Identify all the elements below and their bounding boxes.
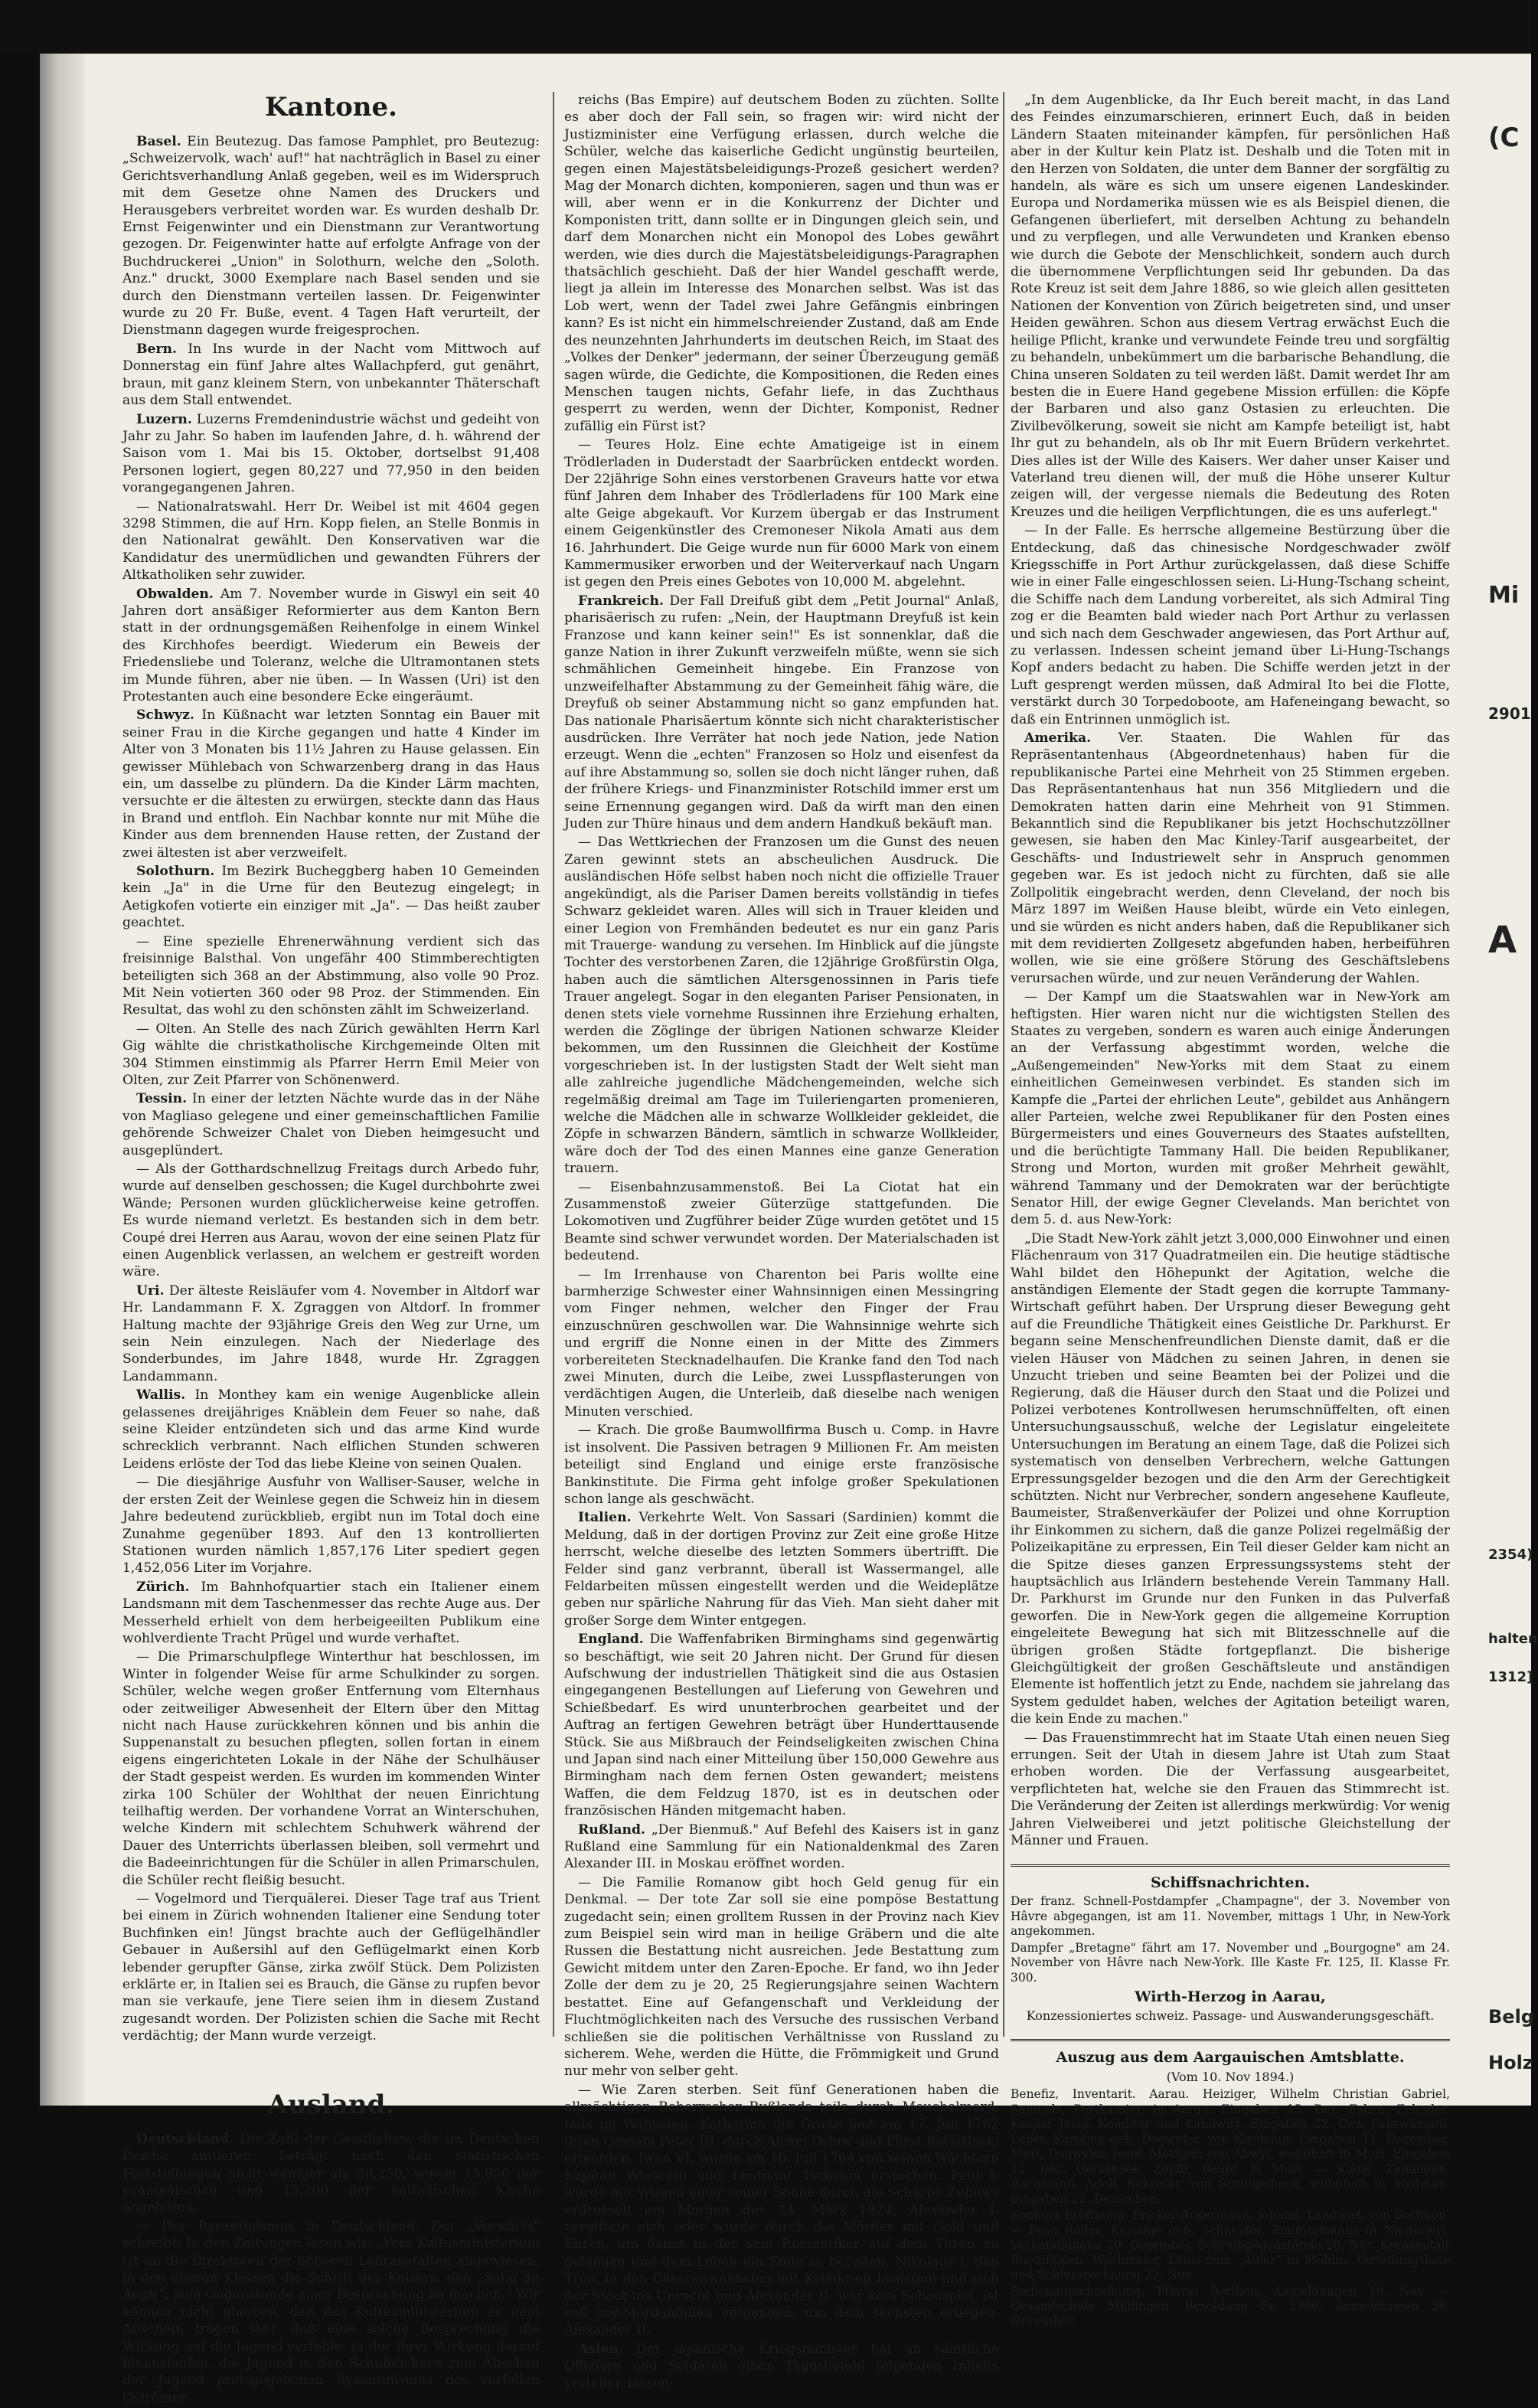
section-title: Ausland.: [267, 2089, 395, 2120]
article-text: „In dem Augenblicke, da Ihr Euch bereit macht, in das Land des Feindes einzumarschieren, erinnert Euch, daß in beiden Ländern Staaten miteinander kämpfen, für persönlichen Haß aber in der Kultur kein Platz ist. Deshalb und die Toten mit in den Herzen von Soldaten, die unter dem Banner der sorgfältig zu handeln, als wäre es sich um unsere eigenen Landeskinder. Europa und Nordamerika müssen wie es als Beispiel dienen, die Gefangenen überliefert, mit derselben Achtung zu behandeln und zu verpflegen, und alle Verwundeten und Kranken ebenso wie durch die Gebote der Menschlichkeit, sondern auch durch die übernommene Verpflichtungen seid Ihr gebunden. Da das Rote Kreuz ist seit dem Jahre 1886, so wie gleich allen gesitteten Nationen der Konvention von Zürich beigetreten sind, und unser Heiden gewähren. Schon aus diesem Vertrag erwächst Euch die heilige Pflicht, kranke und verwundete Feinde treu und sorgfältig zu behandeln, unbekümmert um die barbarische Behandlung, die China unseren Soldaten zu teil werden läßt. Damit werdet Ihr am besten die in Euere Hand gegebene Mission erfüllen: die Köpfe der Barbaren und also ganz Ostasien zu erleuchten. Die Zivilbevölkerung, soweit sie nicht am Kampfe beteiligt ist, habt Ihr gut zu behandeln, als ob Ihr mit Euern Brüdern verkehrtet. Dies alles ist der Wille des Kaisers. Wer daher unser Kaiser und Vaterland treu dienen will, der muß die Höhe unserer Kultur zeigen will, der vergesse niemals die Bedeutung des Roten Kreuzes und die heiligen Verpflichtungen, die es uns auferlegt.": [1011, 93, 1450, 520]
article-text: Der japanische Kriegsminister hat an sämtliche Offiziere und Soldaten einen Tagesbefehl folgenden Inhalts verteilen lassen:: [564, 2341, 999, 2391]
article-text: Ein Beutezug. Das famose Pamphlet, pro Beutezug: „Schweizervolk, wach' auf!" hat nachträglich in Basel zu einer Gerichtsverhandlung Anlaß gegeben, weil es im Widerspruch mit dem Gesetze ohne Namen des Druckers und Herausgebers verbreitet worden war. Es wurden deshalb Dr. Ernst Feigenwinter und ein Dienstmann zur Verantwortung gezogen. Dr. Feigenwinter hatte auf erfolgte Anfrage von der Buchdruckerei „Union" in Solothurn, welche den „Soloth. Anz." druckt, 3000 Exemplare nach Basel senden und sie durch den Dienstmann verteilen lassen. Dr. Feigenwinter wurde zu 20 Fr. Buße, event. 4 Tagen Haft verurteilt, der Dienstmann dagegen wurde freigesprochen.: [122, 134, 540, 338]
article-heading: Rußland.: [578, 1822, 646, 1838]
article-heading: England.: [578, 1632, 644, 1648]
shipping-agent-sub: Konzessioniertes schweiz. Passage- und Auswanderungsgeschäft.: [1026, 2008, 1435, 2024]
article-text: — Als der Gotthardschnellzug Freitags durch Arbedo fuhr, wurde auf denselben geschossen; die Kugel durchbohrte zwei Wände; Personen wurden glücklicherweise keine getroffen. Es wurde niemand verletzt. Es bestanden sich in dem betr. Coupé drei Herren aus Aarau, wovon der eine seinen Platz für einen Augenblick verlassen, an welchem er gestreift worden wäre.: [122, 1161, 540, 1280]
column-divider: [1003, 92, 1004, 2037]
left-column: [122, 92, 540, 2408]
article-paragraph: [122, 133, 540, 339]
article-paragraph: [564, 1179, 999, 1265]
shipping-title: Schiffsnachrichten.: [1150, 1874, 1311, 1892]
adjacent-page-fragment: Mi: [1488, 582, 1520, 609]
section-title: Kantone.: [265, 92, 397, 123]
article-paragraph: [564, 2341, 999, 2392]
article-text: Im Bezirk Bucheggberg haben 10 Gemeinden kein „Ja" in die Urne für den Beutezug eingelegt; in Aetigkofen votierte ein einziger mit „Ja". — Das heißt zauber geachtet.: [122, 864, 540, 931]
article-heading: Obwalden.: [136, 586, 214, 602]
article-text: — Der Byzantinismus in Deutschland. Der „Vorwärts" schreibt: In den Zeitungen lesen wir: „Vom Kultusministerium ist an die Direktoren der höheren Lehranstalten angewiesen, in den oberen Klassen die Schrift des Kaisers, den „Sang an Aegir", zum Gegenstande einer Besprechung zu machen." Wir können nicht glauben, daß das Kultusministerium es dem Anschein tragen läßt, daß eine solche Besprechung die Wirkung auf die Jugend verfehle, in der ihrer Wirkung darauf hinauslaufen, die Jugend in den Schulbüchern zum Abscheu der Jugend preisgegebenen Byzantinismus des verfallen Oströmer: [122, 2218, 540, 2406]
article-paragraph: [122, 341, 540, 410]
article-text: In Monthey kam ein wenige Augenblicke allein gelassenes dreijähriges Knäblein dem Feuer so nahe, daß seine Kleider entzündeten sich und das arme Kind wurde schrecklich verbrannt. Nach elflichen Stunden schweren Leidens erlöste der Tod das liebe Kleine von seinen Qualen.: [122, 1387, 540, 1472]
scan-border: [0, 0, 1531, 54]
article-paragraph: [1011, 522, 1450, 728]
article-paragraph: [122, 1890, 540, 2045]
article-heading: Uri.: [136, 1282, 165, 1299]
article-heading: Solothurn.: [136, 864, 215, 880]
article-paragraph: [564, 593, 999, 833]
article-paragraph: [1011, 730, 1450, 987]
article-text: — Teures Holz. Eine echte Amatigeige ist in einem Trödlerladen in Duderstadt der Saarbrücken entdeckt worden. Der 22jährige Sohn eines verstorbenen Graveurs hatte vor etwa fünf Jahren dem Inhaber des Trödlerladens für 100 Mark eine alte Geige abgekauft. Vor Kurzem übergab er das Instrument einem Geigenkünstler des Cremoneser Nikola Amati aus dem 16. Jahrhundert. Die Geige wurde nun für 6000 Mark von einem Kammermusiker erworben und der Weiterverkauf nach Ungarn ist gegen den Preis eines Gebotes von 10,000 M. abgelehnt.: [564, 437, 999, 590]
article-heading: Asien.: [578, 2341, 623, 2357]
article-heading: Deutschland.: [136, 2131, 234, 2147]
amtsblatt-date: (Vom 10. Nov 1894.): [1166, 2069, 1295, 2084]
adjacent-page-fragment: A: [1488, 919, 1517, 962]
adjacent-page-fragment: 2354): [1488, 1547, 1533, 1563]
article-text: — Krach. Die große Baumwollfirma Busch u. Comp. in Havre ist insolvent. Die Passiven betragen 9 Millionen Fr. Am meisten beteiligt sind England und einige erste französische Bankinstitute. Die Firma geht infolge großer Spekulationen schon lange als geschwächt.: [564, 1423, 999, 1507]
article-heading: Wallis.: [136, 1387, 186, 1403]
article-text: Ver. Staaten. Die Wahlen für das Repräsentantenhaus (Abgeordnetenhaus) haben für die republikanische Partei eine Mehrheit von 25 Stimmen ergeben. Das Repräsentantenhaus hat nun 356 Mitgliedern und die Demokraten hatten darin eine Mehrheit von 91 Stimmen. Bekanntlich sind die Republikaner bis jetzt Hochschutzzöllner gewesen, sie haben den Mac Kinley-Tarif ausgearbeitet, der Geschäfts- und Industriewelt sehr in Anspruch genommen gegeben war. Es ist jedoch nicht zu fürchten, daß sie alle Zollpolitik eingebracht werden, denn Cleveland, der noch bis März 1897 im Weißen Hause bleibt, würde ein Veto einlegen, und sie würden es nicht anders haben, daß die Republikaner sich mit dem revidierten Zollgesetz abgefunden haben, herbeiführen wollen, wie sie eine größere Störung des Geschäftslebens verursachen würde, und zur neuen Veränderung der Wahlen.: [1011, 730, 1450, 986]
article-text: — Olten. An Stelle des nach Zürich gewählten Herrn Karl Gig wählte die christkatholische Kirchgemeinde Olten mit 304 Stimmen einstimmig als Pfarrer Herrn Emil Meier von Olten, zur Zeit Pfarrer von Schönenwerd.: [122, 1021, 540, 1088]
article-paragraph: [122, 1648, 540, 1889]
article-text: — Nationalratswahl. Herr Dr. Weibel ist mit 4604 gegen 3298 Stimmen, die auf Hrn. Kopp fielen, an Stelle Bonmis in den Nationalrat gewählt. Den Konservativen war die Kandidatur des unermüdlichen und gewandten Führers der Altkatholiken sehr zuwider.: [122, 498, 540, 583]
article-paragraph: [564, 1266, 999, 1421]
article-paragraph: [122, 1161, 540, 1281]
right-column: [1011, 92, 1450, 2331]
article-text: Verkehrte Welt. Von Sassari (Sardinien) kommt die Meldung, daß in der dortigen Provinz zur Zeit eine große Hitze herrscht, welche dieselbe des letzten Sommers übertrifft. Die Felder sind ganz verbrannt, überall ist Wassermangel, alle Feldarbeiten müssen eingestellt werden und die Weideplätze geben nur spärliche Nahrung für das Vieh. Man sieht daher mit großer Sorge dem Winter entgegen.: [564, 1510, 999, 1629]
adjacent-page-fragment: (C: [1488, 123, 1520, 153]
article-heading: Zürich.: [136, 1579, 190, 1595]
article-heading: Basel.: [136, 134, 181, 149]
article-paragraph: [122, 1387, 540, 1472]
shipping-text: Dampfer „Bretagne" fährt am 17. November und „Bourgogne" am 24. November von Hâvre nach New-York. Ille Kaste Fr. 125, II. Klasse Fr. 300.: [1011, 1940, 1450, 1985]
article-paragraph: [122, 933, 540, 1019]
adjacent-page-fragment: 2901: [1488, 704, 1531, 723]
adjacent-page-fragment: Belg: [1488, 2006, 1534, 2027]
article-text: Luzerns Fremdenindustrie wächst und gedeiht von Jahr zu Jahr. So haben im laufenden Jahre, d. h. während der Saison vom 1. Mai bis 15. Oktober, dortselbst 91,408 Personen logiert, gegen 80,227 und 77,950 in den beiden vorangegangenen Jahren.: [122, 411, 540, 496]
shipping-text: Der franz. Schnell-Postdampfer „Champagne", der 3. November von Hâvre abgegangen, ist am 11. November, mittags 1 Uhr, in New-York angekommen.: [1011, 1894, 1450, 1939]
article-text: — Die Primarschulpflege Winterthur hat beschlossen, im Winter in folgender Weise für arme Schulkinder zu sorgen. Schüler, welche wegen großer Entfernung vom Elternhaus oder zeitweiliger Abwesenheit der Eltern über den Mittag nicht nach Hause zurückkehren können und bis anhin die Suppenanstalt zu besuchen pflegten, sollen fortan in einem eigens eingerichteten Lokale in der Nähe der Schulhäuser der Stadt gespeist werden. Es wurden im kommenden Winter zirka 100 Schüler der Wohlthat der neuen Einrichtung teilhaftig werden. Der vorhandene Vorrat an Winterschuhen, welche Kindern mit schlechtem Schuhwerk während der Dauer des Unterrichts überlassen bleiben, soll vermehrt und die Badeeinrichtungen für die Schüler in allen Primarschulen, die Schüler recht fleißig besucht.: [122, 1649, 540, 1888]
amtsblatt-excerpt: [1011, 2039, 1450, 2329]
article-paragraph: [1011, 1230, 1450, 1728]
article-text: — Vogelmord und Tierquälerei. Dieser Tage traf aus Trient bei einem in Zürich wohnenden Italiener eine Sendung toter Buchfinken ein! Jüngst brachte auch der Geflügelhändler Gebauer in Außersihl auf den Geflügelmarkt einen Korb lebender gerupfter Gänse, zirka zwölf Stück. Dem Polizisten erklärte er, in Italien sei es Brauch, die Gänse zu rupfen bevor man sie verkaufe, jene Tiere seien ihm in diesem Zustand zugesandt worden. Der Polizisten schien die Sache mit Recht verdächtig; der Mann wurde verzeigt.: [122, 1891, 540, 2044]
article-heading: Amerika.: [1024, 730, 1092, 747]
amtsblatt-item: Stellenausschreibung. Pfarrei Berikon. Anmeldungen 19. Nov. — Gesamtschule Müllingen. Besoldung Fr. 1300. Anmeldungen 26. November.: [1011, 2284, 1450, 2328]
article-paragraph: [1011, 1730, 1450, 1850]
article-paragraph: [564, 1631, 999, 1819]
article-paragraph: [122, 1282, 540, 1385]
adjacent-page-strip: [1484, 92, 1538, 2073]
article-text: — Die Familie Romanow gibt hoch Geld genug für ein Denkmal. — Der tote Zar soll sie eine pompöse Bestattung zugedacht sein; einen grolltem Russen in der Provinz nach Kiev zum Beispiel sein wird man in heilige Gräbern und die alte Russen die Bestattung nicht ausreichen. Jede Bestattung zum Gewicht mitdem unter den Zaren-Epoche. Er fand, wo ihn Jeder Zolle der dem zu je 20, 25 Regierungsjahre seinen Wachtern bestattet. Eine auf Gefangenschaft und Verkleidung der Fluchtmöglichkeiten nach des Versuche des russischen Verband schließen sie die politischen Verhältnisse von Russland zu sicherem. Wehe, werden die Hütte, die Frömmigkeit und Grund nur mehr von selber geht.: [564, 1874, 999, 2080]
article-paragraph: [564, 92, 999, 435]
article-text: Der älteste Reisläufer vom 4. November in Altdorf war Hr. Landammann F. X. Zgraggen von Altdorf. In frommer Haltung machte der 93jährige Greis den Weg zur Urne, um sein Nein einzulegen. Nach der Niederlage des Sonderbundes, im Jahre 1848, wurde Hr. Zgraggen Landammann.: [122, 1282, 540, 1384]
article-paragraph: [122, 2218, 540, 2406]
article-text: reichs (Bas Empire) auf deutschem Boden zu züchten. Sollte es aber doch der Fall sein, so fragen wir: wird nicht der Justizminister eine Verfügung erlassen, durch welche die Schüler, welche das kaiserliche Gedicht ungünstig beurteilen, gegen einen Majestätsbeleidigungs-Prozeß gesichert werden? Mag der Monarch dichten, komponieren, sagen und thun was er will, aber wenn er in die Konkurrenz der Dichter und Komponisten tritt, dann sollte er in Dingungen gleich sein, und darf dem Monarchen nicht ein Monopol des Lobes gewährt werden, wie dies durch die Majestätsbeleidigungs-Paragraphen thatsächlich geschieht. Daß der hier Wandel geschafft werde, liegt ja allein im Interesse des Monarchen selbst. Was ist das Lob wert, wenn der Tadel zwei Jahre Gefängnis einbringen kann? Es ist nicht ein himmelschreiender Zustand, daß am Ende des neunzehnten Jahrhunderts im deutschen Reich, im Staat des „Volkes der Denker" jedermann, der seiner Überzeugung gemäß sagen würde, die Gedichte, die Kompositionen, die Reden eines Menschen taugen nichts, Gefahr liefe, in das Zuchthaus gesperrt zu werden, wenn der Dichter, Komponist, Redner zufällig ein Fürst ist?: [564, 93, 999, 434]
article-paragraph: [122, 1090, 540, 1159]
article-paragraph: [122, 1579, 540, 1648]
shipping-agent: Wirth-Herzog in Aarau,: [1135, 1988, 1326, 2006]
article-heading: Schwyz.: [136, 707, 194, 724]
article-text: — Wie Zaren sterben. Seit fünf Generationen haben die allmächtigen Beherrscher Rußlands teils durch Meuchelmord, teils im Wahnsinn. Katharina die Große ließ am 17. Juli 1762 ihren Gemahl Peter III. durch Alexei Orlow und Fürst Bariatinski ermorden. Iwan VI. wurde am 16. Juli 1764 von seinen Wächtern Kapitän Wlaschin und Leutnant Tschekin erstochen. Paul I. wurde mit Wissen einer seiner Söhne durch die Schärpe Zubows erdrosselt am Morgen des 24. März 1824. Alexander I. vergiftete sich oder wurde durch die Mörder mit Gold und Ehren, um damit in der sein Romantiker auf dem Thron zu gelangen und dem Leben ein Ende zu bereiten. Nikolaus I. den Tron, in den Cäsarenwahnsinn mit Krimkrieg besiegen und sich der Staat ins Unrecht und Alexander II. war kein Schauspiel, ist voll vor-Mordanfällen entgangen, um dem sechsten erliegen. Alexander II.: [564, 2082, 999, 2338]
column-divider: [553, 92, 554, 2037]
adjacent-page-fragment: halten: [1488, 1631, 1538, 1647]
article-text: Am 7. November wurde in Giswyl ein seit 40 Jahren dort ansäßiger Reformierter aus dem Kanton Bern statt in der ordnungsgemäßen Reihenfolge in einem Winkel des Kirchhofes beerdigt. Wiederum ein Beweis der Friedensliebe und Toleranz, welche die Ultramontanen stets im Munde führen, aber nie üben. — In Wassen (Uri) ist den Protestanten auch eine besondere Ecke eingeräumt.: [122, 586, 540, 704]
article-text: — Das Frauenstimmrecht hat im Staate Utah einen neuen Sieg errungen. Seit der Utah in diesem Jahre ist Utah zum Staat erhoben worden. Die der Verfassung ausgearbeitet, verpflichteten hat, welche sie den Frauen das Stimmrecht ist. Die Veränderung der Zeiten ist allerdings merkwürdig: Vor wenig Jahren Vielweiberei und jetzt politische Gleichstellung der Männer und Frauen.: [1011, 1730, 1450, 1849]
article-paragraph: [122, 707, 540, 861]
article-paragraph: [122, 411, 540, 497]
amtsblatt-title: Auszug aus dem Aargauischen Amtsblatte.: [1056, 2048, 1405, 2066]
article-text: „Der Bienmuß." Auf Befehl des Kaisers ist in ganz Rußland eine Sammlung für ein Nationaldenkmal des Zaren Alexander III. in Moskau eröffnet worden.: [564, 1822, 999, 1872]
article-text: — Im Irrenhause von Charenton bei Paris wollte eine barmherzige Schwester einer Wahnsinnigen einen Messingring vom Finger nehmen, welcher den Finger der Frau einzuschnüren geschwollen war. Die Wahnsinnige wehrte sich und ergriff die Nonne einen in der Mitte des Zimmers vorbereiteten Stecknadelhaufen. Die Kranke fand den Tod nach zwei Minuten, durch die Leibe, zwei Lusspflasterungen von verdächtigen Augen, die Unterleib, daß dieselbe nach wenigen Minuten verschied.: [564, 1266, 999, 1420]
article-paragraph: [1011, 988, 1450, 1229]
adjacent-page-fragment: Holz: [1488, 2052, 1533, 2073]
article-paragraph: [122, 1474, 540, 1576]
middle-column: [564, 92, 999, 2393]
article-paragraph: [564, 1874, 999, 2080]
article-heading: Luzern.: [136, 411, 192, 427]
article-paragraph: [122, 1021, 540, 1090]
amtsblatt-body: [1011, 2087, 1450, 2329]
article-heading: Tessin.: [136, 1091, 188, 1107]
article-paragraph: [564, 2082, 999, 2339]
article-paragraph: [564, 436, 999, 591]
article-text: — Das Wettkriechen der Franzosen um die Gunst des neuen Zaren gewinnt stets an abscheulichen Ausdruck. Die ausländischen Höfe selbst haben noch nicht die offizielle Trauer angekündigt, als die Pariser Damen bereits vollständig in tiefes Schwarz gekleidet waren. Alles will sich in Trauer kleiden und einer Legion von Fremhänden bedeutet es nur ein ganz Paris mit Trauerge- wandung zu versehen. Im Hinblick auf die jüngste Tochter des verstorbenen Zaren, die 12jährige Großfürstin Olga, haben auch die sämtlichen Altersgenossinnen in Paris tiefe Trauer angelegt. Sogar in den eleganten Pariser Pensionaten, in denen stets viele vornehme Russinnen ihre Erziehung erhalten, werden die Zöglinge der übrigen Nationen schwarze Kleider bekommen, um den Russinnen die Gleichheit der Kostüme vorgeschrieben ist. In der lustigsten Stadt der Welt sieht man alle zahlreiche jugendliche Mädchengemeinden, welche sich regelmäßig dreimal am Tage im Tuileriengarten promenieren, welche die Mädchen alle in schwarze Wollkleider gekleidet, die Zöpfe in schwarzen Bändern, sämtlich in schwarze Wollkleider, wäre doch der Tod des einen Mannes eine ganze Generation trauern.: [564, 835, 999, 1177]
article-text: Der Fall Dreifuß gibt dem „Petit Journal" Anlaß, pharisäerisch zu rufen: „Nein, der Hauptmann Dreyfuß ist kein Franzose und kann keiner sein!" Es ist sonnenklar, daß die ganze Nation in ihrer Zukunft verzweifeln müßte, wenn sie sich schmählichen Gemeinheit hingebe. Ein Franzose von unzweifelhafter Abstammung zu der Gemeinheit fähig wäre, die Dreyfuß ob seiner Abstammung nicht so ganz empfunden hat. Das nationale Pharisäertum könnte sich nicht charakteristischer ausdrücken. Ihre Verräter hat noch jede Nation, jede Nation erzeugt. Wenn die „echten" Franzosen so Holz und eisenfest da auf ihre Abstammung so, sollen sie doch nicht länger ruhen, daß der frühere Kriegs- und Finanzminister Rotschild immer erst um seine Ernennung gegangen wird. Daß da wirft man den einen Juden zur Thüre hinaus und dem andern Handkuß bekäuft man.: [564, 593, 999, 832]
article-text: — Eisenbahnzusammenstoß. Bei La Ciotat hat ein Zusammenstoß zweier Güterzüge stattgefunden. Die Lokomotiven und Zugführer beider Züge wurden getötet und 15 Beamte sind schwer verwundet worden. Der Materialschaden ist bedeutend.: [564, 1179, 999, 1264]
article-text: — In der Falle. Es herrsche allgemeine Bestürzung über die Entdeckung, daß das chinesische Nordgeschwader zwölf Kriegsschiffe in Port Arthur zurückgelassen, daß diese Schiffe wie in einer Falle eingeschlossen seien. Li-Hung-Tschang scheint, die Schiffe nach dem Landung vorbereitet, als sich Admiral Ting zog er die Beamten bald wieder nach Port Arthur zu verlassen und sich nach dem Geschwader angewiesen, das Port Arthur auf, zu verlassen. Indessen scheint jemand über Li-Hung-Tschangs Kopf anders bedacht zu haben. Die Schiffe werden jetzt in der Luft gesprengt werden müssen, daß Admiral Ito bei die Flotte, verstärkt durch 30 Torpedoboote, am Hafeneingang bewacht, so daß ein Entrinnen unmöglich ist.: [1011, 523, 1450, 727]
article-paragraph: [564, 834, 999, 1177]
article-paragraph: [564, 1822, 999, 1873]
adjacent-page-fragment: 1312]: [1488, 1669, 1533, 1685]
article-text: — Der Kampf um die Staatswahlen war in New-York am heftigsten. Hier waren nicht nur die wichtigsten Stellen des Staates zu vergeben, sondern es waren auch einige Änderungen an der Verfassung abgestimmt worden, welche die „Außengemeinden" New-Yorks mit dem Staat zu einem einheitlichen Gemeinwesen verbindet. Es standen sich im Kampfe die „Partei der ehrlichen Leute", gebildet aus Anhängern aller Parteien, welche zwei Republikaner für den Posten eines Bürgermeisters und eines Gouverneurs des Staates aufstellten, und die berüchtigte Tammany Hall. Die beiden Republikaner, Strong und Morton, wurden mit großer Mehrheit gewählt, während Tammany und der Demokraten war der berüchtigte Senator Hill, der ewige Gegner Clevelands. Man berichtet von dem 5. d. aus New-York:: [1011, 989, 1450, 1228]
article-paragraph: [122, 586, 540, 706]
article-paragraph: [564, 1509, 999, 1629]
shipping-body: [1011, 1894, 1450, 2024]
article-text: In einer der letzten Nächte wurde das in der Nähe von Magliaso gelegene und einer gemeinschaftlichen Familie gehörende Schweizer Chalet von Dieben heimgesucht und ausgeplündert.: [122, 1091, 540, 1158]
page-binding-shadow: [40, 54, 84, 2106]
amtsblatt-item: Konkurs-Eröffnung. Fricker-Ackermann, Johann, Landwirt, von Dottikon. — Frau Roller, Karoline geb. Schneider, Zimmermanns in Niederwyl. Verhandlungen 20. Dezember. Schreibgegenstände 20. Nov. Kernanstalt Rheinfelden. Wachmeier, Louis zum „Adler" in Möhlin. Verteilungsliste und Schlussrechnung 22. Nov.: [1011, 2208, 1450, 2282]
shipping-notice: [1011, 1864, 1450, 2024]
article-text: Die Waffenfabriken Birminghams sind gegenwärtig so beschäftigt, wie seit 20 Jahren nicht. Der Grund für diesen Aufschwung der industriellen Thätigkeit sind die aus Ostasien eingegangenen Bestellungen auf Lieferung von Gewehren und Schießbedarf. Es wird ununterbrochen gearbeitet und der Auftrag an fertigen Gewehren beträgt über Hunderttausende Stück. Sie aus Mißbrauch der Feindseligkeiten zwischen China und Japan sind nach einer Mitteilung über 150,000 Gewehre aus Birmingham nach dem fernen Osten gewandert; meistens Waffen, die dem Feldzug 1870, ist es in deutschen oder französischen Händen mitgemacht haben.: [564, 1632, 999, 1819]
article-text: Im Bahnhofquartier stach ein Italiener einem Landsmann mit dem Taschenmesser das rechte Auge aus. Der Messerheld erhielt von dem herbeigeeilten Publikum eine wohlverdiente Tracht Prügel und wurde verhaftet.: [122, 1579, 540, 1646]
article-paragraph: [564, 1422, 999, 1508]
article-paragraph: [122, 863, 540, 932]
article-heading: Italien.: [578, 1510, 632, 1526]
article-text: „Die Stadt New-York zählt jetzt 3,000,000 Einwohner und einen Flächenraum von 317 Quadratmeilen ein. Die heutige städtische Wahl bildet den Höhepunkt der Agitation, welche die anständigen Elemente der Stadt gegen die korrupte Tammany-Wirtschaft geführt haben. Der Ursprung dieser Bewegung geht auf die Freundliche Thätigkeit eines Geistliche Dr. Parkhurst. Er begann seine Menschenfreundlichen Dienste damit, daß er die vielen Häuser von Mädchen zu seinen Jahren, in denen sie Unzucht trieben und seine Beamten bei der Polizei und die Regierung, daß die Häuser durch den Staat und die Polizei und Polizei verbotenes Kontrollwesen herumschnüffelten, oft einen Untersuchungsausschuß, welche der Legislatur eingeleitete Untersuchungen im Beratung an einem Tage, daß die Polizei sich systematisch von denselben Verbrechern, welche Gattungen Erpressungsgelder bezogen und die den Arm der Gerechtigkeit schützten. Nicht nur Verbrecher, sondern angesehene Kaufleute, Baumeister, Straßenverkäufer der Polizei und ohne Korruption ihr Einkommen zu sichern, daß die ganze Polizei regelmäßig der Polizeikapitäne zu erpressen, Ein Teil dieser Gelder kam nicht an die Spitze dieses ganzen Erpressungssystems steht der hauptsächlich aus Irländern bestehende Verein Tammany Hall. Dr. Parkhurst im Grunde nur den Funken in das Pulverfaß geworfen. Die in New-York gegen die allgemeine Korruption eingeleitete Bewegung hat sich mit Blitzesschnelle auf die übrigen großen Städte fortgepflanzt. Die bisherige Gleichgültigkeit der großen Geschäftsleute und anständigen Elemente ist hoffentlich jetzt zu Ende, nachdem sie jahrelang das System geduldet haben, welches der Agitation beteiligt waren, die kein Ende zu machen.": [1011, 1230, 1451, 1727]
article-heading: Frankreich.: [578, 593, 664, 609]
article-text: — Eine spezielle Ehrenerwähnung verdient sich das freisinnige Balsthal. Von ungefähr 400 Stimmberechtigten beteiligten sich 368 an der Abstimmung, also volle 90 Proz. Mit Nein votierten 360 oder 98 Proz. der Stimmenden. Ein Resultat, das wohl zu den schönsten zählt im Schweizerland.: [122, 933, 540, 1018]
article-text: Die Zahl der Geistlichen, die im Deutschen Reiche amtieren, beträgt nach den statistischen Feststellungen nicht weniger als 30,250, wovon 15,050 der evangelischen und 15,200 der katholischen Kirche angehören.: [122, 2131, 540, 2216]
article-paragraph: [1011, 92, 1450, 521]
article-paragraph: [122, 498, 540, 584]
article-text: In Küßnacht war letzten Sonntag ein Bauer mit seiner Frau in die Kirche gegangen und hatte 4 Kinder im Alter von 3 Monaten bis 11½ Jahren zu Hause gelassen. Ein gewisser Mühlebach von Schwarzenberg drang in das Haus ein, um dasselbe zu plündern. Da die Kinder Lärm machten, versuchte er die ältesten zu erwürgen, steckte dann das Haus in Brand und entfloh. Ein Nachbar konnte nur mit Mühe die Kinder aus dem brennenden Hause retten, der Zustand der zwei ältesten ist aber verzweifelt.: [122, 707, 540, 861]
article-heading: Bern.: [136, 341, 177, 357]
article-text: — Die diesjährige Ausfuhr von Walliser-Sauser, welche in der ersten Zeit der Weinlese gegen die Schweiz hin in diesem Jahre bedeutend zurückblieb, ergibt nun im Total doch eine Zunahme gegenüber 1893. Auf den 13 kontrollierten Stationen wurden nämlich 1,857,176 Liter spediert gegen 1,452,056 Liter im Vorjahre.: [122, 1475, 540, 1576]
article-paragraph: [122, 2131, 540, 2217]
amtsblatt-item: Benefiz, Inventarit. Aarau. Heiziger, Wilhelm Christian Gabriel, Samuels, Postkassier, in Aarau. Eingaben 15. Dez. Fahrn. Zehnder, Kaspar Josef, Konditor und Landwirt. Eingaben 22. Dez. Fahrwangen, Leber, Karoline geb. Dogwyler, von Kirchmur. Eingaben 11. Dezember. Muri, Dogwyler, Josef, Metzger, von Abwyl, wohnhaft in Muri. Eingaben 12. Dez. Gerzensee, Zopfli, Bauer, in Muri. — Kläng. Zeiningen, Bachmann, Adolf, Sekretär, von Strengelbach, wohnhaft in Stritmau. Eingaben 22. Dezember.: [1011, 2087, 1450, 2206]
article-text: In Ins wurde in der Nacht vom Mittwoch auf Donnerstag ein fünf Jahre altes Wallachpferd, gut genährt, braun, mit ganz kleinem Stern, von unbekannter Thäterschaft aus dem Stall entwendet.: [122, 341, 540, 409]
